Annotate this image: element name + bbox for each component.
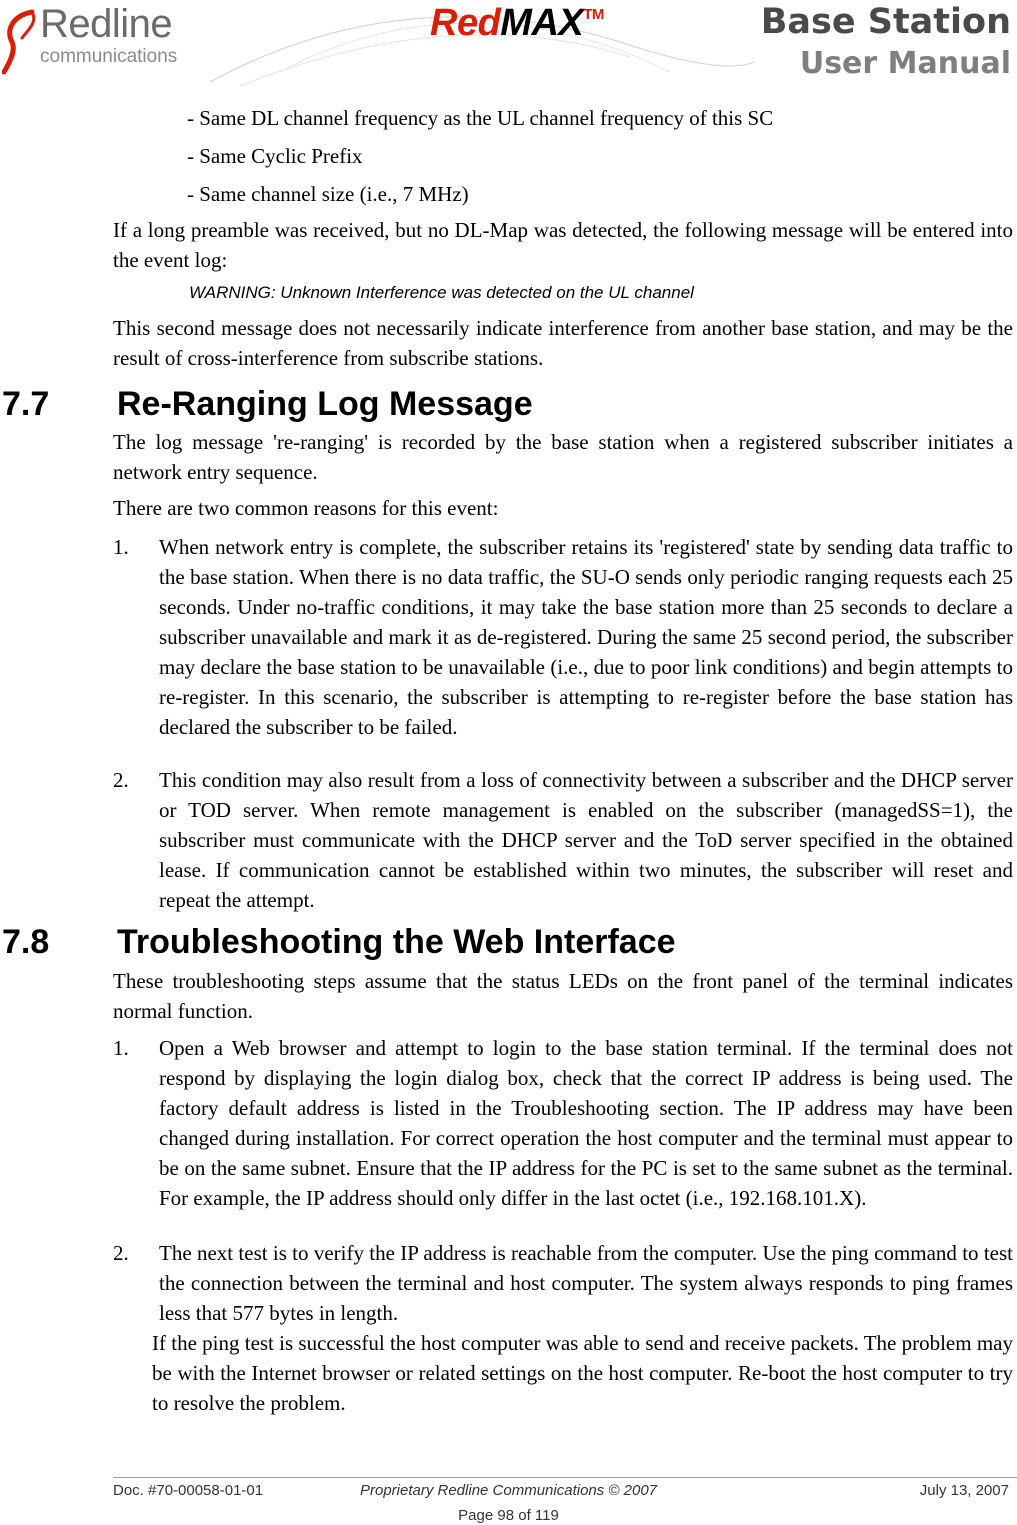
product-max: MAX [500, 2, 584, 44]
list-item-network-entry: When network entry is complete, the subscriber retains its 'registered' state by sending data traffic to the base station. When there is no data traffic, the SU-O sends only periodic ranging requests each 25 seconds. Under no-traffic conditions, it may take the base station more than 25 seconds to declare a subscriber unavailable and mark it as de-registered. During the same 25 second period, the subscriber may declare the base station to be unavailable (i.e., due to poor link conditions) and begin attempts to re-register. In this scenario, the subscriber is attempting to re-register before the base station has declared the subscriber to be failed. [159, 535, 1013, 739]
footer-doc-number: Doc. #70-00058-01-01 [113, 1482, 264, 1499]
warning-message: WARNING: Unknown Interference was detected on the UL channel [189, 283, 694, 302]
section-heading-7-7 [2, 385, 533, 424]
paragraph-common-reasons: There are two common reasons for this event: [113, 496, 499, 520]
footer-divider [113, 1477, 1017, 1478]
bullet-channel-size: - Same channel size (i.e., 7 MHz) [187, 182, 469, 206]
section-title: Re-Ranging Log Message [117, 385, 533, 423]
trademark: TM [583, 6, 604, 23]
footer-page-number: Page 98 of 119 [458, 1507, 559, 1524]
bullet-cyclic-prefix: - Same Cyclic Prefix [187, 144, 363, 168]
section-number: 7.7 [2, 385, 50, 423]
list-number: 1. [113, 535, 129, 559]
paragraph-long-preamble: If a long preamble was received, but no DL-Map was detected, the following message will be entered into the event log: [113, 218, 1013, 272]
list-number: 2. [113, 1241, 129, 1265]
paragraph-troubleshooting-intro: These troubleshooting steps assume that the status LEDs on the front panel of the terminal indicates normal function. [113, 969, 1013, 1023]
page-header [0, 0, 1017, 90]
logo-wordmark: Redline [40, 2, 173, 46]
product-red: Red [430, 2, 501, 44]
list-item-ping-test: The next test is to verify the IP address is reachable from the computer. Use the ping command to test the connection between the terminal and host computer. The system always responds to ping frames less that 577 bytes in length. [159, 1241, 1013, 1325]
paragraph-re-ranging: The log message 're-ranging' is recorded by the base station when a registered subscriber initiates a network entry sequence. [113, 430, 1013, 484]
list-item-open-browser: Open a Web browser and attempt to login to the base station terminal. If the terminal does not respond by displaying the login dialog box, check that the correct IP address is being used. The factory default address is listed in the Troubleshooting section. The IP address may have been changed during installation. For correct operation the host computer and the terminal must appear to be on the same subnet. Ensure that the IP address for the PC is set to the same subnet as the terminal. For example, the IP address should only differ in the last octet (i.e., 192.168.101.X). [159, 1036, 1013, 1210]
redline-logo [0, 2, 210, 82]
doc-title-user-manual: User Manual [799, 46, 1011, 81]
footer-copyright: Proprietary Redline Communications © 2007 [359, 1482, 658, 1499]
redline-swirl-icon [2, 8, 42, 78]
section-heading-7-8 [2, 923, 676, 962]
section-number: 7.8 [2, 923, 50, 961]
paragraph-ping-success: If the ping test is successful the host computer was able to send and receive packets. The problem may be with the Internet browser or related settings on the host computer. Re-boot the host computer to try to resolve the problem. [152, 1331, 1013, 1415]
list-number: 2. [113, 768, 129, 792]
bullet-dl-frequency: - Same DL channel frequency as the UL channel frequency of this SC [187, 106, 774, 130]
doc-title-base-station: Base Station [760, 2, 1011, 42]
footer-date: July 13, 2007 [919, 1482, 1009, 1499]
list-number: 1. [113, 1036, 129, 1060]
section-title: Troubleshooting the Web Interface [117, 923, 676, 961]
product-name [430, 2, 604, 45]
paragraph-second-message: This second message does not necessarily indicate interference from another base station, and may be the result of cross-interference from subscribe stations. [113, 316, 1013, 370]
list-item-connectivity-loss: This condition may also result from a loss of connectivity between a subscriber and the DHCP server or TOD server. When remote management is enabled on the subscriber (managedSS=1), the subscriber must communicate with the DHCP server and the ToD server specified in the obtained lease. If communication cannot be established within two minutes, the subscriber will reset and repeat the attempt. [159, 768, 1013, 912]
logo-subtitle: communications [40, 46, 178, 67]
